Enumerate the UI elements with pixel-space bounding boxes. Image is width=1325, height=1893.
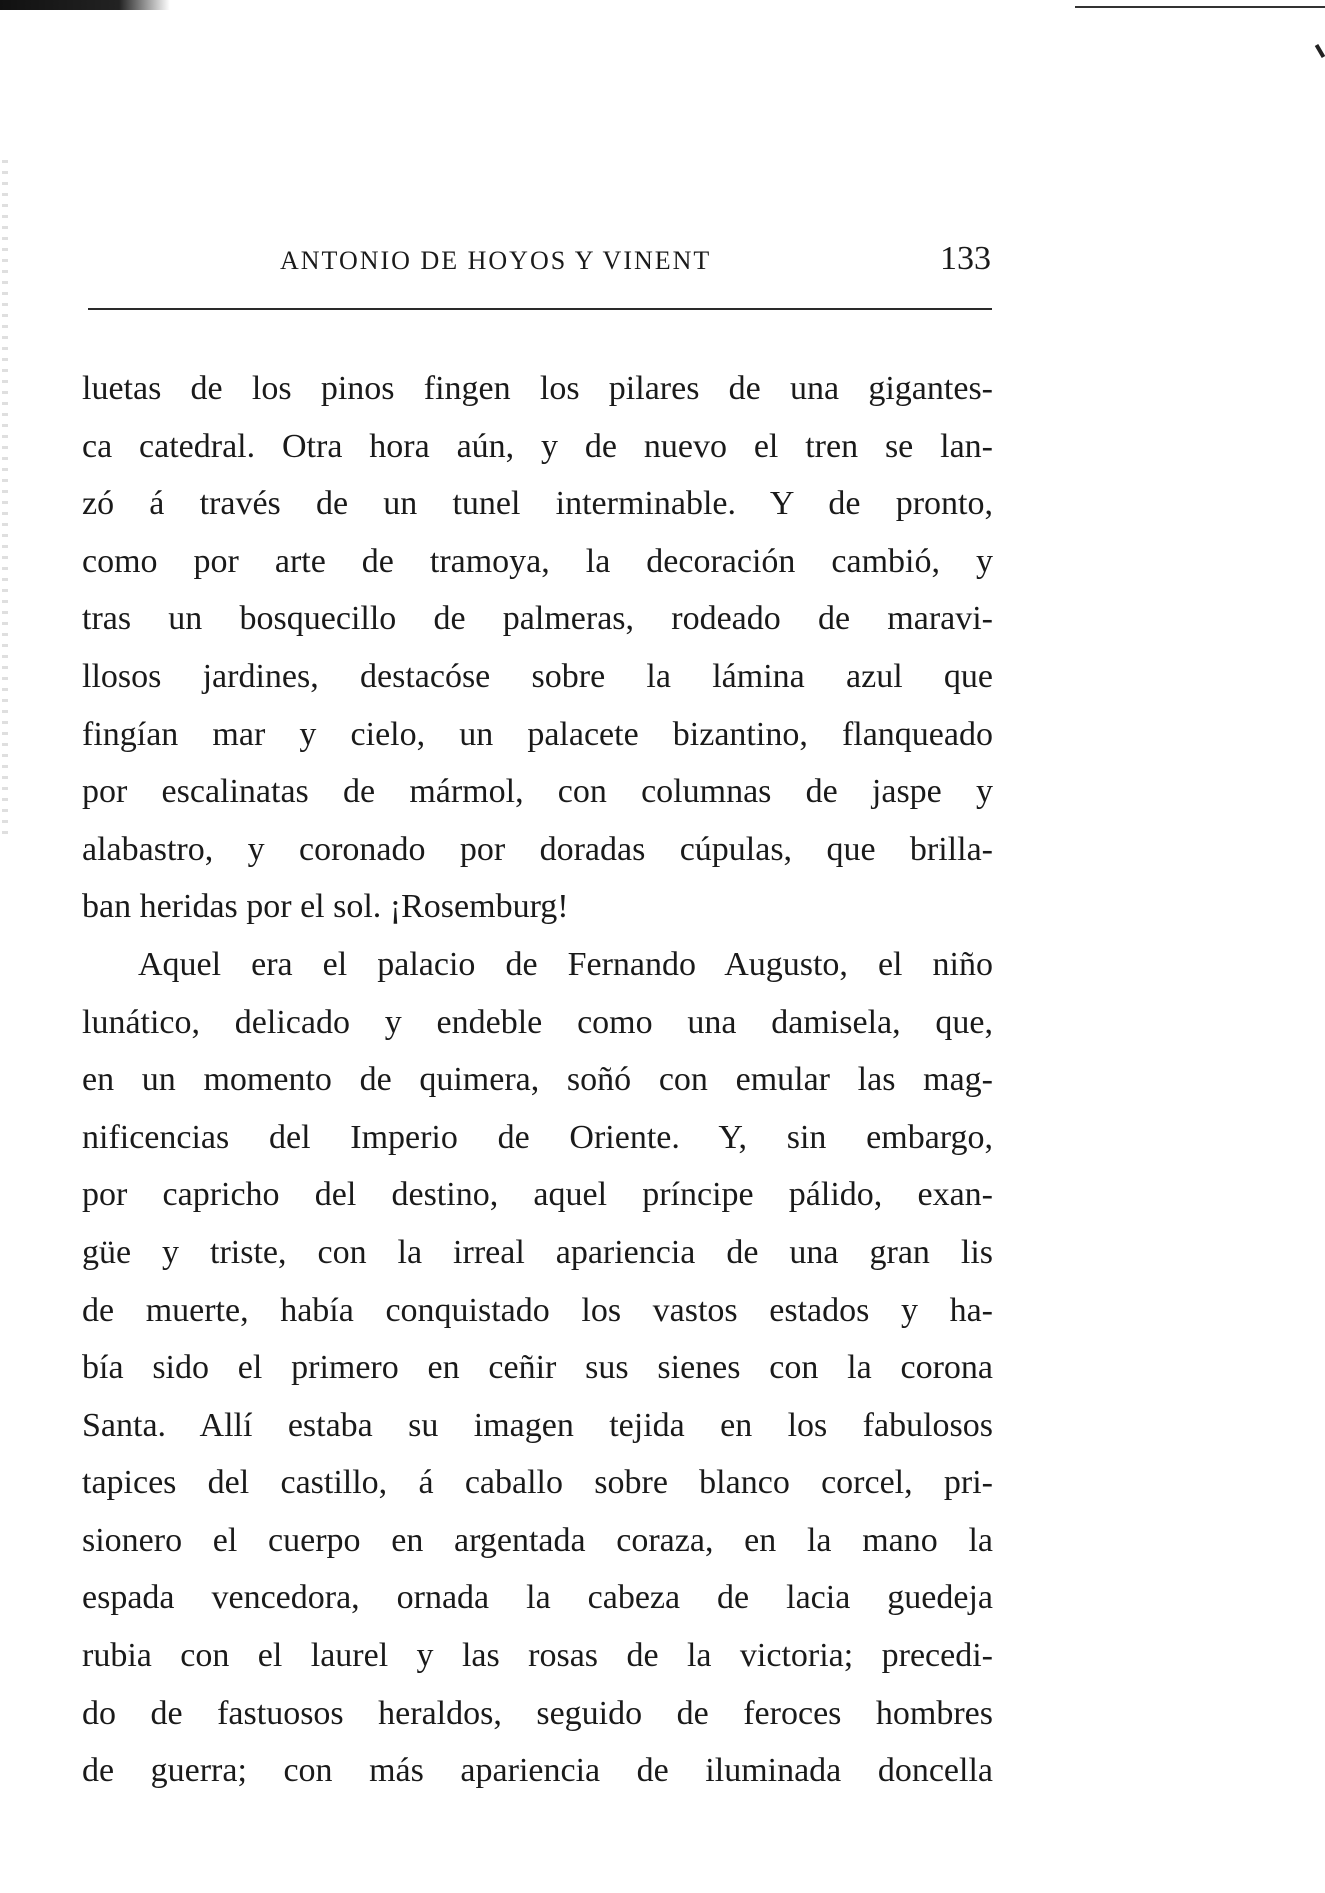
paragraph-2 bbox=[82, 936, 993, 1800]
text-line: nificencias del Imperio de Oriente. Y, sin embargo, bbox=[82, 1118, 993, 1156]
text-line: de muerte, había conquistado los vastos estados y ha- bbox=[82, 1291, 993, 1329]
text-line: alabastro, y coronado por doradas cúpulas, que brilla- bbox=[82, 830, 993, 868]
scan-binding-shadow bbox=[2, 160, 8, 840]
text-line: bía sido el primero en ceñir sus sienes con la corona bbox=[82, 1349, 993, 1387]
text-line: por capricho del destino, aquel príncipe pálido, exan- bbox=[82, 1176, 993, 1214]
text-line: zó á través de un tunel interminable. Y de pronto, bbox=[82, 485, 993, 523]
body-text bbox=[82, 360, 993, 1800]
text-line: de guerra; con más apariencia de iluminada doncella bbox=[82, 1752, 993, 1790]
page-header bbox=[88, 240, 993, 284]
text-line: en un momento de quimera, soñó con emular las mag- bbox=[82, 1061, 993, 1099]
text-line: por escalinatas de mármol, con columnas de jaspe y bbox=[82, 773, 993, 811]
text-line: lunático, delicado y endeble como una damisela, que, bbox=[82, 1003, 993, 1041]
scan-speck bbox=[1315, 44, 1325, 58]
text-line: ban heridas por el sol. ¡Rosemburg! bbox=[82, 888, 569, 926]
text-line: tras un bosquecillo de palmeras, rodeado de maravi- bbox=[82, 600, 993, 638]
text-line: sionero el cuerpo en argentada coraza, en la mano la bbox=[82, 1521, 993, 1559]
text-line: Aquel era el palacio de Fernando Augusto, el niño bbox=[138, 945, 993, 983]
text-line: como por arte de tramoya, la decoración cambió, y bbox=[82, 542, 993, 580]
text-line: llosos jardines, destacóse sobre la lámina azul que bbox=[82, 657, 993, 695]
scan-edge-line bbox=[1075, 6, 1325, 8]
page-number: 133 bbox=[940, 240, 991, 277]
text-line: espada vencedora, ornada la cabeza de lacia guedeja bbox=[82, 1579, 993, 1617]
running-title: ANTONIO DE HOYOS Y VINENT bbox=[280, 246, 712, 275]
header-rule bbox=[88, 308, 992, 310]
text-line: luetas de los pinos fingen los pilares de una gigantes- bbox=[82, 370, 993, 407]
text-line: Santa. Allí estaba su imagen tejida en los fabulosos bbox=[82, 1406, 993, 1444]
paragraph-1 bbox=[82, 360, 993, 936]
text-line: do de fastuosos heraldos, seguido de feroces hombres bbox=[82, 1694, 993, 1732]
text-line: tapices del castillo, á caballo sobre blanco corcel, pri- bbox=[82, 1464, 993, 1502]
text-line: rubia con el laurel y las rosas de la victoria; precedi- bbox=[82, 1637, 993, 1675]
scan-edge-mark bbox=[0, 0, 170, 10]
text-line: fingían mar y cielo, un palacete bizantino, flanqueado bbox=[82, 715, 993, 753]
text-line: güe y triste, con la irreal apariencia de una gran lis bbox=[82, 1233, 993, 1271]
text-line: ca catedral. Otra hora aún, y de nuevo el tren se lan- bbox=[82, 427, 993, 465]
